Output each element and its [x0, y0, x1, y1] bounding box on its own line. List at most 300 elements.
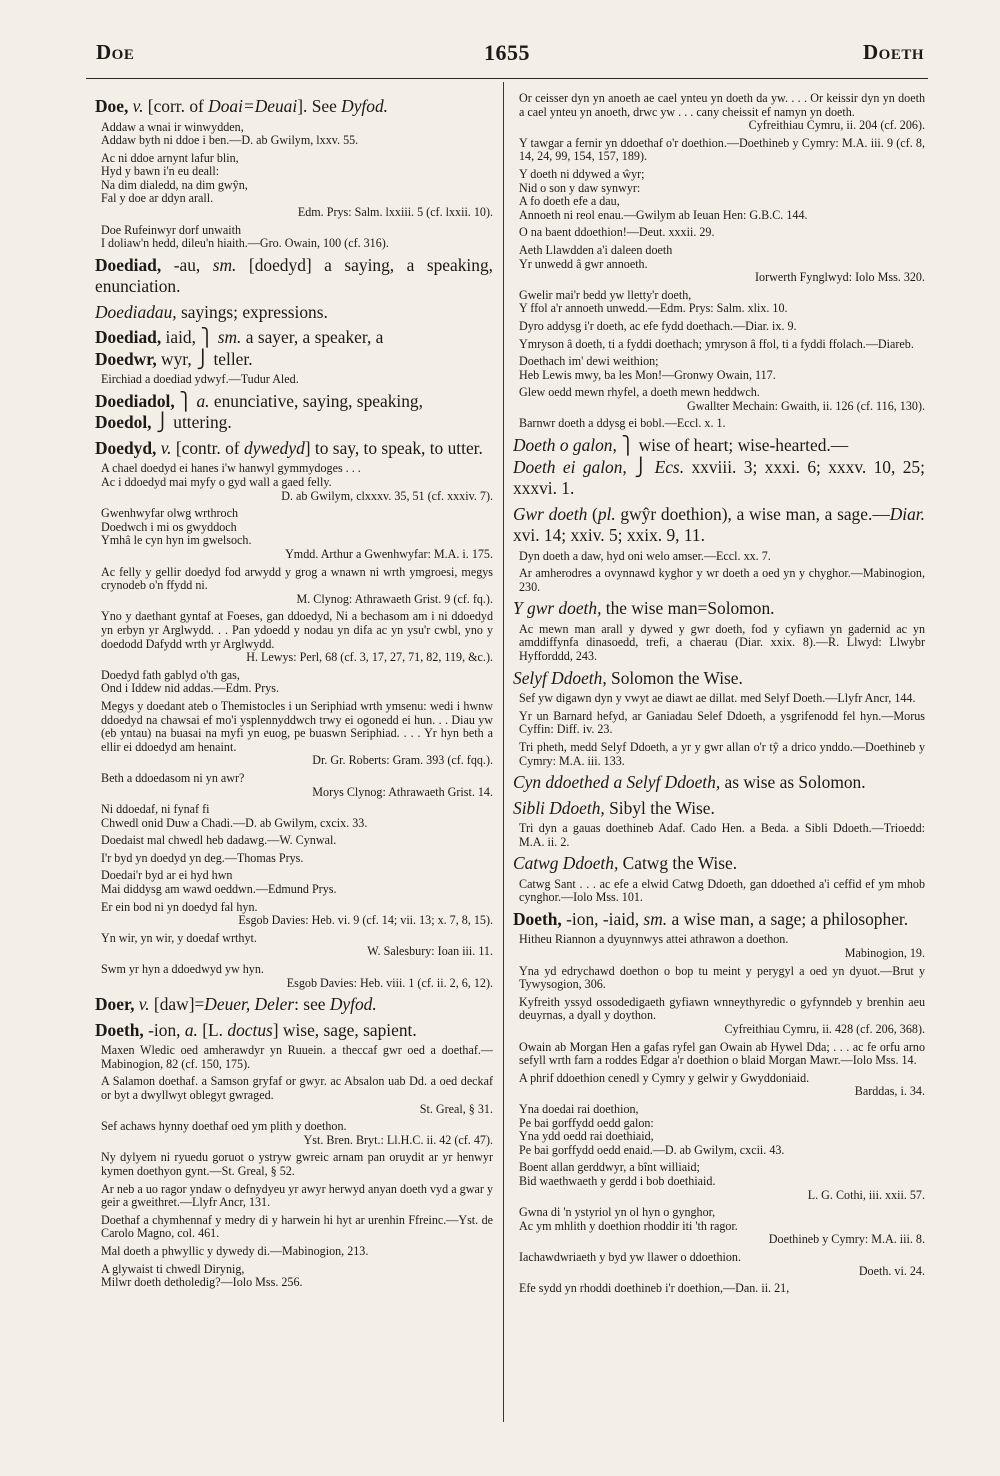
citation-text: [101, 224, 493, 251]
citation-text: [101, 1120, 493, 1147]
citation-source: Dr. Gr. Roberts: Gram. 393 (cf. fqq.).: [312, 753, 493, 768]
headline-text: [95, 255, 493, 298]
citation-block: [95, 932, 493, 959]
citation-line: Boent allan gerddwyr, a bînt williaid;: [519, 1160, 700, 1175]
definition-text: a wise man, a sage; a philosopher.: [667, 908, 909, 929]
headword: Doe,: [95, 96, 129, 116]
citation-block: [513, 710, 925, 737]
citation-block: [95, 803, 493, 830]
definition-text: pl.: [597, 503, 616, 524]
citation-source: Esgob Davies: Heb. viii. 1 (cf. ii. 2, 6, 12).: [286, 975, 493, 990]
citation-line: O na baent ddoethion!—Deut. xxxii. 29.: [519, 225, 715, 240]
citation-text: [101, 834, 493, 848]
entry-headline: [513, 909, 925, 931]
definition-text: Sibli Ddoeth,: [513, 797, 605, 818]
headword: Doeth,: [95, 1019, 144, 1040]
citation-block: [95, 963, 493, 990]
citation-text: [101, 566, 493, 607]
citation-block: [513, 692, 925, 706]
headline-text: [513, 798, 925, 820]
headword: Doer,: [95, 994, 135, 1015]
citation-line: Hyd y bawn i'n eu deall:: [101, 164, 220, 179]
citation-text: [519, 386, 925, 413]
citation-line: Bid waethwaeth y gerdd i bob doethiaid.: [519, 1173, 716, 1188]
citation-block: [513, 168, 925, 222]
definition-text: a.: [184, 1019, 198, 1040]
definition-text: Deuer, Deler: [204, 994, 295, 1015]
definition-text: Solomon the Wise.: [606, 667, 743, 688]
citation-line: Ar amherodres a ovynnawd kyghor y wr doeth a oed yn y chyghor.—Mabinogion, 230.: [519, 566, 925, 594]
citation-line: Dyro addysg i'r doeth, ac efe fydd doethach.—Diar. ix. 9.: [519, 318, 797, 333]
citation-text: [101, 963, 493, 990]
entry-headline: [95, 302, 493, 324]
citation-source: Ymdd. Arthur a Gwenhwyfar: M.A. i. 175.: [285, 547, 493, 561]
citation-text: [101, 1151, 493, 1178]
citation-line: Annoeth ni reol enau.—Gwilym ab Ieuan Hen: G.B.C. 144.: [519, 207, 808, 222]
citation-line: Doedai'r byd ar ei hyd hwn: [101, 868, 233, 883]
citation-source: Doethineb y Cymry: M.A. iii. 8.: [768, 1232, 925, 1247]
citation-text: [519, 965, 925, 992]
citation-line: Tri pheth, medd Selyf Ddoeth, a yr y gwr allan o'r tŷ a drico ynddo.—Doethineb y Cymry: M.A. iii. 133.: [519, 739, 925, 768]
citation-line: Ac ni ddoe arnynt lafur blin,: [101, 150, 239, 165]
definition-text: [daw]=: [149, 994, 205, 1015]
citation-line: Doedyd fath gablyd o'th gas,: [101, 667, 240, 682]
citation-block: [513, 623, 925, 664]
citation-block: [513, 1041, 925, 1068]
definition-text: Dyfod.: [341, 96, 389, 116]
citation-line: Doedaist mal chwedl heb dadawg.—W. Cynwal.: [101, 833, 337, 848]
citation-line: Ni ddoedaf, ni fynaf fi: [101, 802, 210, 817]
citation-text: [101, 462, 493, 503]
definition-text: sm.: [643, 908, 668, 929]
definition-text: -ion,: [143, 1019, 185, 1040]
headline-text: [513, 772, 925, 794]
definition-text: ⎭ uttering.: [151, 412, 232, 433]
citation-line: Sef achaws hynny doethaf oed ym plith y doethon.: [101, 1119, 347, 1134]
citation-block: [513, 965, 925, 992]
citation-block: [95, 901, 493, 928]
definition-text: Catwg Ddoeth,: [513, 853, 619, 874]
definition-text: v.: [134, 994, 150, 1015]
citation-source: Morys Clynog: Athrawaeth Grist. 14.: [312, 784, 493, 799]
entry-headline: [95, 1020, 493, 1042]
citation-text: [519, 1161, 925, 1202]
definition-text: ]. See: [297, 96, 342, 116]
citation-block: [513, 92, 925, 133]
citation-line: Gwna di 'n ystyriol yn ol hyn o gynghor,: [519, 1205, 716, 1220]
citation-line: A phrif ddoethion cenedl y Cymry y gelwir y Gwyddoniaid.: [519, 1070, 810, 1085]
definition-text: Ecs.: [654, 456, 685, 477]
citation-text: [519, 355, 925, 382]
citation-text: [519, 1103, 925, 1157]
citation-line: Ac mewn man arall y dywed y gwr doeth, fod y cyfiawn yn gadernid ac yn amddiffynfa dinasoedd, trefi, a chaerau (Diar. xxix. 8).—R. Llwyd: Llwybr Hyfforddd, 243.: [519, 621, 925, 664]
citation-line: Sef yw digawn dyn y vwyt ae diawt ae dillat. med Selyf Doeth.—Llyfr Ancr, 144.: [519, 691, 916, 706]
running-head-right: Doeth: [862, 40, 924, 64]
citation-text: [101, 1183, 493, 1210]
citation-line: Ond i Iddew nid addas.—Edm. Prys.: [101, 681, 280, 696]
definition-text: dywedyd: [243, 437, 305, 458]
citation-source: Iorwerth Fynglwyd: Iolo Mss. 320.: [755, 270, 925, 285]
definition-text: doctus: [227, 1019, 273, 1040]
citation-line: Gwelir mai'r bedd yw lletty'r doeth,: [519, 287, 692, 302]
definition-text: Doediadau,: [95, 301, 177, 322]
citation-source: Cyfreithiau Cymru, ii. 204 (cf. 206).: [748, 118, 925, 133]
definition-text: ⎫: [174, 390, 197, 411]
citation-line: A glywaist ti chwedl Dirynig,: [101, 1261, 245, 1276]
citation-line: Kyfreith yssyd ossodedigaeth gyfiawn wnneythyredic o gyfynndeb y brenhin aeu deuyrnas, a dyall y doython.: [519, 994, 925, 1023]
definition-text: ⎭: [626, 456, 655, 477]
citation-line: Fal y doe ar ddyn arall.: [101, 191, 214, 206]
citation-text: [101, 610, 493, 664]
citation-line: Y ffol a'r annoeth unwedd.—Edm. Prys: Salm. xlix. 10.: [519, 301, 788, 316]
left-column: [95, 92, 493, 1422]
entry-headline: [513, 435, 925, 500]
citation-text: [101, 772, 493, 799]
citation-line: Yna doedai rai doethion,: [519, 1102, 639, 1116]
headword: Doedol,: [95, 412, 152, 433]
definition-text: ] to say, to speak, to utter.: [304, 437, 483, 458]
citation-line: Megys y doedant ateb o Themistocles i un Seriphiad wrth ymsenu: wedi i hwnw ddoedyd na chawsai ef mo'i ysplennyddwch trwy ei ogonedd ei hun. . . Diau yw (eb yntau) na buasai na myfi yn euog, pe buaswn Seriphiad. . . . Yr hyn beth a ellir ei ddoedyd am henaint.: [101, 698, 493, 754]
citation-text: [101, 373, 493, 387]
citation-line: Swm yr hyn a ddoedwyd yw hyn.: [101, 962, 264, 977]
citation-line: Na dim dialedd, na dim gwŷn,: [101, 177, 248, 192]
citation-text: [101, 1044, 493, 1071]
citation-line: Doedwch i mi os gwyddoch: [101, 519, 237, 534]
citation-block: [95, 869, 493, 896]
citation-text: [101, 700, 493, 768]
entry-headline: [513, 668, 925, 690]
citation-text: [519, 1282, 925, 1296]
citation-line: Mal doeth a phwyllic y dywedy di.—Mabinogion, 213.: [101, 1243, 369, 1258]
headline-text: [95, 302, 493, 324]
citation-text: [519, 226, 925, 240]
citation-text: [101, 869, 493, 896]
citation-source: Gwallter Mechain: Gwaith, ii. 126 (cf. 116, 130).: [686, 398, 925, 413]
citation-block: [513, 878, 925, 905]
citation-line: Gwenhwyfar olwg wrthroch: [101, 506, 239, 521]
entry-headline: [513, 504, 925, 547]
citation-line: Chwedl onid Duw a Chadi.—D. ab Gwilym, cxcix. 33.: [101, 815, 368, 830]
definition-text: Gwr doeth: [513, 503, 588, 524]
citation-line: I doliaw'n hedd, dileu'n hiaith.—Gro. Owain, 100 (cf. 316).: [101, 236, 389, 251]
citation-text: [101, 1075, 493, 1116]
citation-line: A fo doeth efe a dau,: [519, 194, 620, 209]
citation-source: H. Lewys: Perl, 68 (cf. 3, 17, 27, 71, 82, 119, &c.).: [246, 650, 493, 665]
citation-block: [95, 610, 493, 664]
citation-block: [95, 1044, 493, 1071]
citation-line: Hitheu Riannon a dyuynnwys attei athrawon a doethon.: [519, 932, 789, 947]
citation-text: [519, 417, 925, 431]
citation-line: Ymryson â doeth, ti a fyddi doethach; ymryson â ffol, ti a fyddi ffolach.—Diareb.: [519, 336, 914, 351]
definition-text: sm.: [217, 327, 242, 348]
citation-block: [95, 152, 493, 220]
citation-line: Ac felly y gellir doedyd fod arwydd y grog a wnawn ni wrth ymgroesi, megys crynodeb o'n ffydd ni.: [101, 564, 493, 593]
headline-text: [95, 96, 493, 118]
headline-text: [513, 504, 925, 547]
citation-block: [95, 772, 493, 799]
citation-source: M. Clynog: Athrawaeth Grist. 9 (cf. fq.).: [296, 591, 493, 606]
citation-line: Ar neb a uo ragor yndaw o defnydyeu yr awyr herwyd anyan doeth vyd a gwar y geir a gweithret.—Llyfr Ancr, 131.: [101, 1181, 493, 1210]
headword: Doediad,: [95, 254, 162, 275]
entry-headline: [95, 96, 493, 118]
citation-text: [519, 1206, 925, 1247]
definition-text: Doai=Deuai: [208, 96, 298, 116]
definition-text: Cyn ddoethed a Selyf Ddoeth,: [513, 772, 721, 793]
citation-line: Or ceisser dyn yn anoeth ae cael ynteu yn doeth da yw. . . . Or keissir dyn yn doeth a cael ynteu yn anoeth, drwc yw . . . cany cheissit ef namyn yn doeth.: [519, 92, 925, 119]
citation-text: [101, 152, 493, 220]
citation-text: [519, 1072, 925, 1099]
headword: Doedyd,: [95, 437, 157, 458]
citation-source: L. G. Cothi, iii. xxii. 57.: [807, 1187, 925, 1202]
definition-text: xvi. 14; xxiv. 5; xxix. 9, 11.: [513, 525, 705, 546]
citation-block: [95, 1214, 493, 1241]
definition-text: Y gwr doeth,: [513, 598, 602, 619]
citation-block: [513, 741, 925, 768]
headline-text: [513, 668, 925, 690]
citation-line: Addaw byth ni ddoe i ben.—D. ab Gwilym, lxxv. 55.: [101, 133, 359, 148]
definition-text: : see: [294, 994, 330, 1015]
citation-text: [101, 803, 493, 830]
definition-text: Doeth ei galon,: [513, 456, 627, 477]
citation-line: Nid o son y daw synwyr:: [519, 180, 641, 195]
citation-block: [513, 320, 925, 334]
citation-block: [513, 1072, 925, 1099]
citation-text: [519, 550, 925, 564]
citation-text: [101, 1263, 493, 1290]
citation-source: Yst. Bren. Bryt.: Ll.H.C. ii. 42 (cf. 47).: [303, 1132, 493, 1147]
citation-line: Ac ym mhlith y doethion rhoddir iti 'th ragor.: [519, 1218, 738, 1233]
headline-text: [513, 598, 925, 620]
citation-text: [101, 507, 493, 561]
citation-line: Aeth Llawdden a'i daleen doeth: [519, 242, 673, 257]
citation-line: Eirchiad a doediad ydwyf.—Tudur Aled.: [101, 372, 299, 387]
citation-source: St. Greal, § 31.: [419, 1101, 493, 1116]
citation-line: Mai diddysg am wawd oeddwn.—Edmund Prys.: [101, 882, 337, 897]
headline-text: [513, 909, 925, 931]
citation-block: [513, 1161, 925, 1202]
citation-line: Tri dyn a gauas doethineb Adaf. Cado Hen. a Beda. a Sibli Ddoeth.—Trioedd: M.A. ii. 2.: [519, 821, 925, 849]
citation-text: [101, 1214, 493, 1241]
citation-block: [513, 338, 925, 352]
citation-line: Catwg Sant . . . ac efe a elwid Catwg Ddoeth, gan ddoethed a'i ceffid ef ym mhob cynghor.—Iolo Mss. 101.: [519, 876, 925, 905]
citation-line: Ymhâ le cyn hyn im gwelsoch.: [101, 533, 252, 548]
citation-block: [95, 852, 493, 866]
citation-text: [519, 1041, 925, 1068]
citation-line: Pe bai gorffydd oedd galon:: [519, 1115, 654, 1130]
headword: Doeth,: [513, 908, 562, 929]
citation-text: [519, 878, 925, 905]
definition-text: [L.: [197, 1019, 228, 1040]
citation-line: Er ein bod ni yn doedyd fal hyn.: [101, 899, 258, 914]
definition-text: v.: [156, 437, 172, 458]
citation-line: Glew oedd mewn rhyfel, a doeth mewn heddwch.: [519, 385, 760, 400]
citation-text: [101, 1245, 493, 1259]
citation-line: Maxen Wledic oed amherawdyr yn Ruuein. a theccaf gwr oed a doethaf.—Mabinogion, 82 (cf. 150, 175).: [101, 1043, 493, 1071]
definition-text: iaid, ⎫: [161, 327, 218, 348]
citation-line: Ny dylyem ni ryuedu goruot o ystryw gwreic arnam pan oruydit ar yr henwyr kymen doethyon gynt.—St. Greal, § 52.: [101, 1150, 493, 1178]
citation-line: Addaw a wnai ir winwydden,: [101, 119, 244, 134]
citation-text: [519, 996, 925, 1037]
headline-text: [513, 853, 925, 875]
entry-headline: [95, 391, 493, 434]
citation-block: [95, 121, 493, 148]
citation-block: [513, 567, 925, 594]
page-number: 1655: [484, 40, 530, 65]
definition-text: (: [587, 503, 598, 524]
citation-text: [519, 933, 925, 960]
citation-block: [95, 373, 493, 387]
citation-block: [513, 226, 925, 240]
citation-source: Doeth. vi. 24.: [858, 1263, 925, 1278]
citation-text: [519, 92, 925, 133]
citation-block: [95, 462, 493, 503]
header-rule: [86, 78, 928, 79]
definition-text: a.: [196, 390, 210, 411]
citation-line: Beth a ddoedasom ni yn awr?: [101, 770, 245, 785]
citation-block: [95, 700, 493, 768]
citation-line: Yr un Barnard hefyd, ar Ganiadau Selef Ddoeth, a ysgrifenodd fel hyn.—Morus Cyffin: Diff. iv. 23.: [519, 708, 925, 737]
headline-text: [95, 994, 493, 1016]
definition-text: the wise man=Solomon.: [601, 598, 775, 619]
definition-text: Dyfod.: [329, 994, 377, 1015]
citation-text: [519, 244, 925, 285]
citation-source: W. Salesbury: Ioan iii. 11.: [367, 944, 493, 959]
citation-block: [95, 1075, 493, 1116]
citation-source: Esgob Davies: Heb. vi. 9 (cf. 14; vii. 13; x. 7, 8, 15).: [238, 913, 493, 928]
citation-source: Edm. Prys: Salm. lxxiii. 5 (cf. lxxii. 10).: [297, 205, 493, 220]
headline-text: [95, 327, 493, 370]
citation-block: [513, 1103, 925, 1157]
headword: Doediad,: [95, 327, 162, 348]
running-head-left: Doe: [96, 40, 135, 64]
definition-text: Selyf Ddoeth,: [513, 667, 607, 688]
citation-text: [101, 852, 493, 866]
entry-headline: [95, 438, 493, 460]
citation-text: [519, 710, 925, 737]
citation-block: [95, 224, 493, 251]
citation-line: Barnwr doeth a ddysg ei bobl.—Eccl. x. 1.: [519, 416, 726, 431]
definition-text: sayings; expressions.: [176, 301, 328, 322]
citation-block: [513, 1206, 925, 1247]
citation-text: [101, 121, 493, 148]
headline-text: [513, 435, 925, 500]
citation-block: [513, 137, 925, 164]
citation-line: Yna yd edrychawd doethon o bop tu meint y perygyl a oed yn dyuot.—Brut y Tywysogion, 306.: [519, 963, 925, 992]
running-head: [86, 40, 928, 74]
definition-text: a sayer, a speaker, a: [241, 327, 384, 348]
definition-text: ⎫ wise of heart; wise-hearted.—: [616, 435, 849, 456]
citation-line: I'r byd yn doedyd yn deg.—Thomas Prys.: [101, 850, 304, 865]
citation-source: Mabinogion, 19.: [844, 946, 925, 961]
citation-text: [519, 168, 925, 222]
citation-text: [101, 932, 493, 959]
citation-block: [95, 566, 493, 607]
definition-text: sm.: [212, 254, 237, 275]
citation-block: [513, 550, 925, 564]
citation-line: Y doeth ni ddywed a ŵyr;: [519, 166, 645, 181]
citation-block: [95, 834, 493, 848]
definition-text: xxviii. 3; xxxi. 6; xxxv. 10, 25; xxxvi. 1.: [513, 456, 925, 499]
citation-text: [519, 822, 925, 849]
citation-block: [513, 1251, 925, 1278]
citation-line: Doethaf a chymhennaf y medry di y harwein hi hyt ar urenhin Ffreinc.—Yst. de Carolo Magno, col. 461.: [101, 1212, 493, 1241]
citation-block: [513, 1282, 925, 1296]
citation-line: Y tawgar a fernir yn ddoethaf o'r doethion.—Doethineb y Cymry: M.A. iii. 9 (cf. 8, 14, 24, 99, 154, 157, 189).: [519, 135, 925, 164]
citation-block: [513, 822, 925, 849]
citation-block: [95, 1263, 493, 1290]
headword: Doedwr,: [95, 348, 157, 369]
citation-text: [101, 669, 493, 696]
citation-line: Yna ydd oedd rai doethiaid,: [519, 1129, 654, 1144]
citation-line: A Salamon doethaf. a Samson gryfaf or gwyr. ac Absalon uab Dd. a oed deckaf or byt a dwyllwyt oblegyt gwraged.: [101, 1074, 493, 1102]
citation-text: [519, 623, 925, 664]
citation-text: [519, 320, 925, 334]
definition-text: Sibyl the Wise.: [604, 797, 715, 818]
entry-headline: [95, 327, 493, 370]
definition-text: enunciative, saying, speaking,: [209, 390, 423, 411]
definition-text: v.: [128, 96, 144, 116]
citation-line: Milwr doeth detholedig?—Iolo Mss. 256.: [101, 1275, 303, 1290]
citation-line: Yn wir, yn wir, y doedaf wrthyt.: [101, 930, 257, 945]
citation-source: Cyfreithiau Cymru, ii. 428 (cf. 206, 368).: [724, 1022, 925, 1037]
citation-text: [519, 741, 925, 768]
definition-text: -ion, -iaid,: [561, 908, 644, 929]
entry-headline: [513, 598, 925, 620]
citation-line: Ac i ddoedyd mai myfy o gyd wall a gaed felly.: [101, 475, 332, 490]
citation-line: Iachawdwriaeth y byd yw llawer o ddoethion.: [519, 1249, 741, 1264]
entry-headline: [95, 994, 493, 1016]
citation-block: [513, 417, 925, 431]
citation-text: [519, 692, 925, 706]
definition-text: wyr, ⎭ teller.: [156, 348, 253, 369]
citation-block: [513, 289, 925, 316]
citation-line: Efe sydd yn rhoddi doethineb i'r doethion,—Dan. ii. 21,: [519, 1281, 790, 1296]
citation-source: Barddas, i. 34.: [854, 1084, 925, 1099]
citation-text: [519, 289, 925, 316]
citation-text: [101, 901, 493, 928]
citation-block: [95, 507, 493, 561]
citation-block: [513, 933, 925, 960]
citation-block: [95, 1151, 493, 1178]
citation-line: A chael doedyd ei hanes i'w hanwyl gymmydoges . . .: [101, 461, 361, 476]
citation-line: Heb Lewis mwy, ba les Mon!—Gronwy Owain, 117.: [519, 367, 776, 382]
citation-block: [513, 355, 925, 382]
column-divider: [503, 82, 504, 1422]
citation-text: [519, 567, 925, 594]
citation-line: Yno y daethant gyntaf at Foeses, gan ddoedyd, Ni a bechasom am i ni ddoedyd yn erbyn yr Arglwydd. . . Pan ydoedd y nodau yn difa ac yn ysu'r cwbl, yno y doedodd Dafydd wrth yr Arglwydd.: [101, 609, 493, 651]
entry-headline: [513, 772, 925, 794]
citation-block: [95, 1183, 493, 1210]
definition-text: [corr. of: [143, 96, 209, 116]
citation-block: [513, 996, 925, 1037]
citation-line: Pe bai gorffydd oedd enaid.—D. ab Gwilym, cxcii. 43.: [519, 1142, 785, 1157]
citation-text: [519, 137, 925, 164]
entry-headline: [513, 853, 925, 875]
citation-line: Yr unwedd â gwr annoeth.: [519, 256, 648, 271]
headword: Doediadol,: [95, 390, 175, 411]
citation-line: Doe Rufeinwyr dorf unwaith: [101, 222, 242, 237]
headline-text: [95, 391, 493, 434]
entry-headline: [95, 255, 493, 298]
citation-block: [513, 244, 925, 285]
citation-text: [519, 338, 925, 352]
citation-line: Doethach im' dewi weithion;: [519, 354, 659, 369]
citation-block: [95, 1120, 493, 1147]
citation-line: Dyn doeth a daw, hyd oni welo amser.—Eccl. xx. 7.: [519, 548, 771, 563]
definition-text: [contr. of: [171, 437, 244, 458]
definition-text: Catwg the Wise.: [618, 853, 738, 874]
headline-text: [95, 438, 493, 460]
